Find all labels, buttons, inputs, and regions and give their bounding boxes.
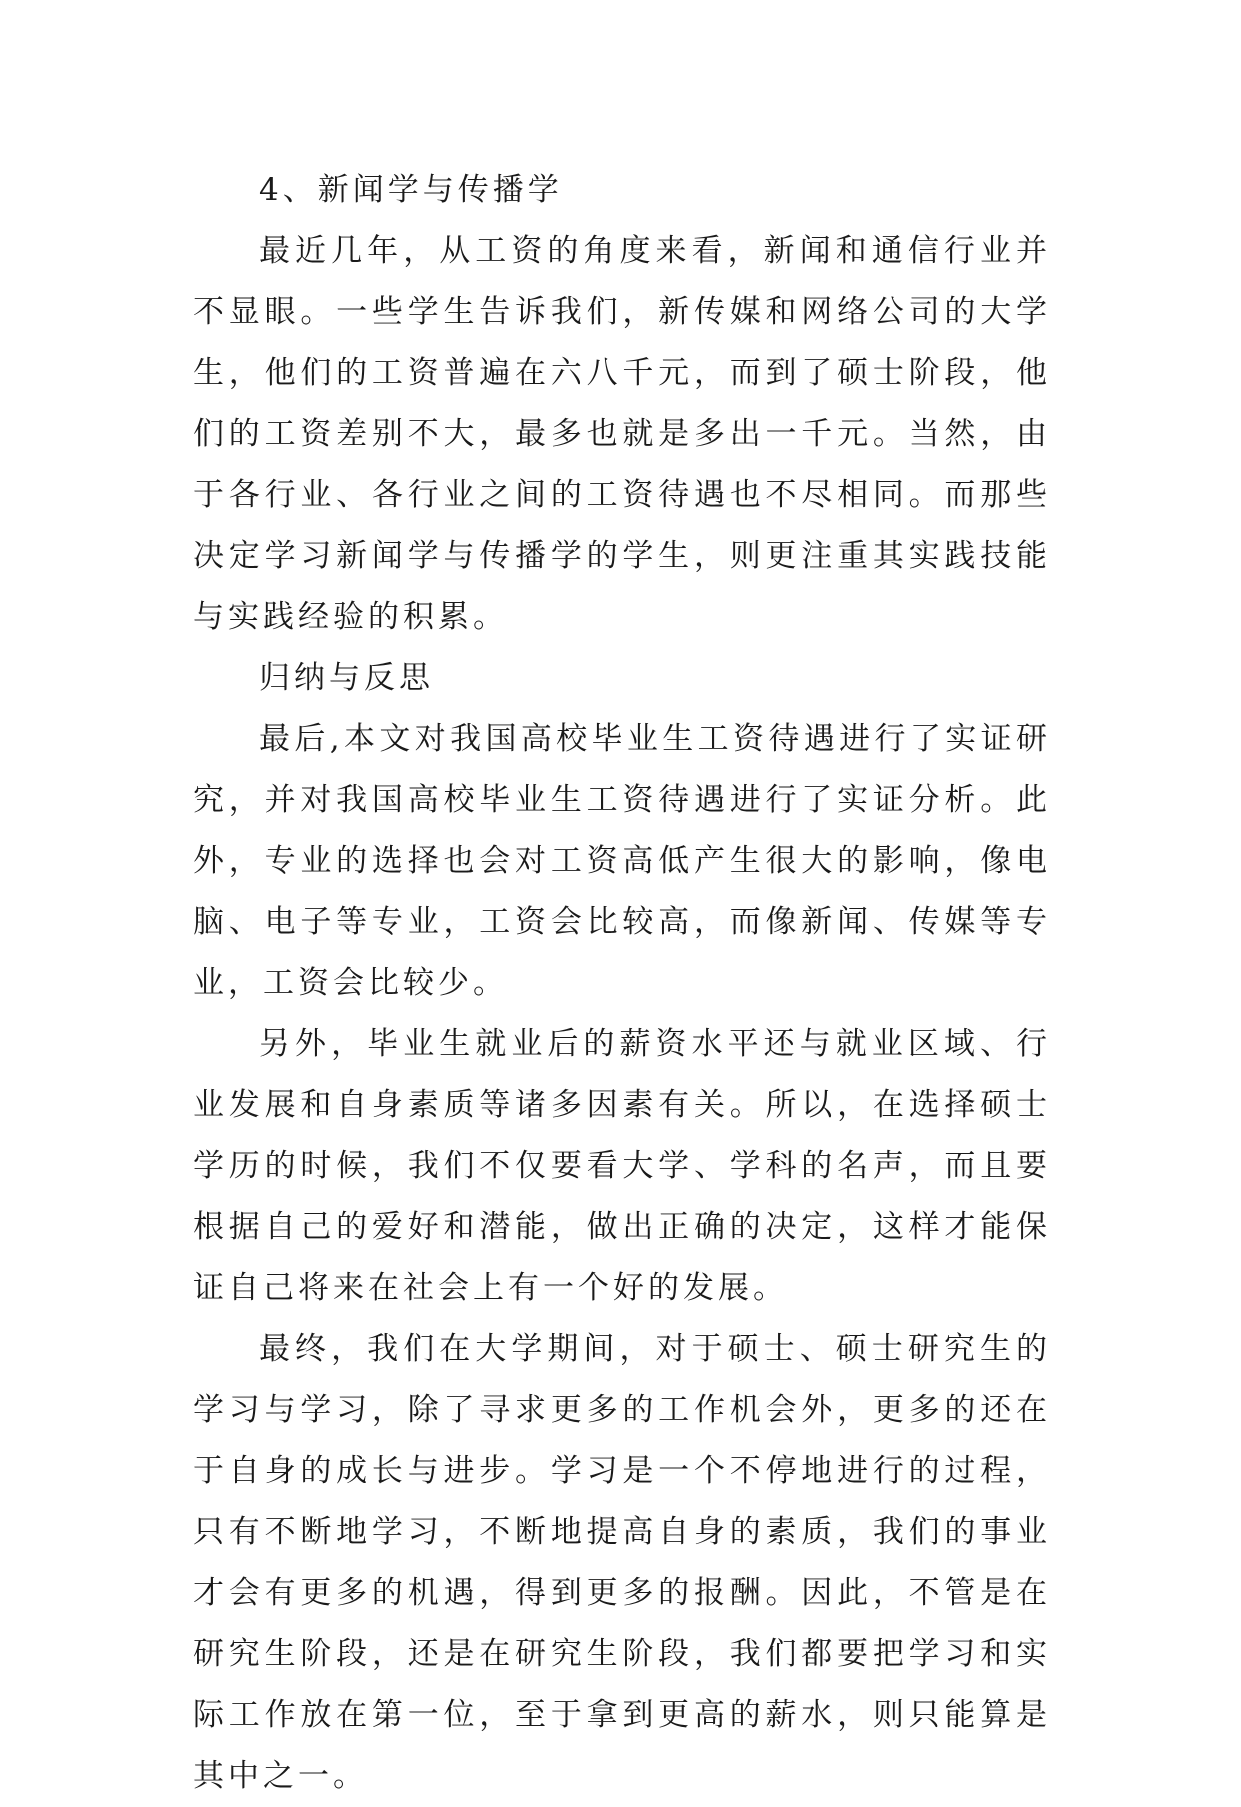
paragraph-factors: 另外，毕业生就业后的薪资水平还与就业区域、行业发展和自身素质等诸多因素有关。所以，在选择硕士学历的时候，我们不仅要看大学、学科的名声，而且要根据自己的爱好和潜能，做出正确的决定，这样才能保证自己将来在社会上有一个好的发展。 [193, 1026, 1051, 1306]
paragraph-conclusion: 最后,本文对我国高校毕业生工资待遇进行了实证研究，并对我国高校毕业生工资待遇进行了实证分析。此外，专业的选择也会对工资高低产生很大的影响，像电脑、电子等专业，工资会比较高，而像新闻、传媒等专业，工资会比较少。 [193, 721, 1051, 1001]
section-heading-summary: 归纳与反思 [259, 660, 434, 696]
section-heading-journalism: 4、新闻学与传播学 [259, 172, 563, 208]
document-body [193, 160, 1051, 1807]
paragraph-journalism-salary: 最近几年，从工资的角度来看，新闻和通信行业并不显眼。一些学生告诉我们，新传媒和网络公司的大学生，他们的工资普遍在六八千元，而到了硕士阶段，他们的工资差别不大，最多也就是多出一千元。当然，由于各行业、各行业之间的工资待遇也不尽相同。而那些决定学习新闻学与传播学的学生，则更注重其实践技能与实践经验的积累。 [193, 233, 1051, 635]
paragraph-final: 最终，我们在大学期间，对于硕士、硕士研究生的学习与学习，除了寻求更多的工作机会外，更多的还在于自身的成长与进步。学习是一个不停地进行的过程，只有不断地学习，不断地提高自身的素质，我们的事业才会有更多的机遇，得到更多的报酬。因此，不管是在研究生阶段，还是在研究生阶段，我们都要把学习和实际工作放在第一位，至于拿到更高的薪水，则只能算是其中之一。 [193, 1331, 1051, 1794]
